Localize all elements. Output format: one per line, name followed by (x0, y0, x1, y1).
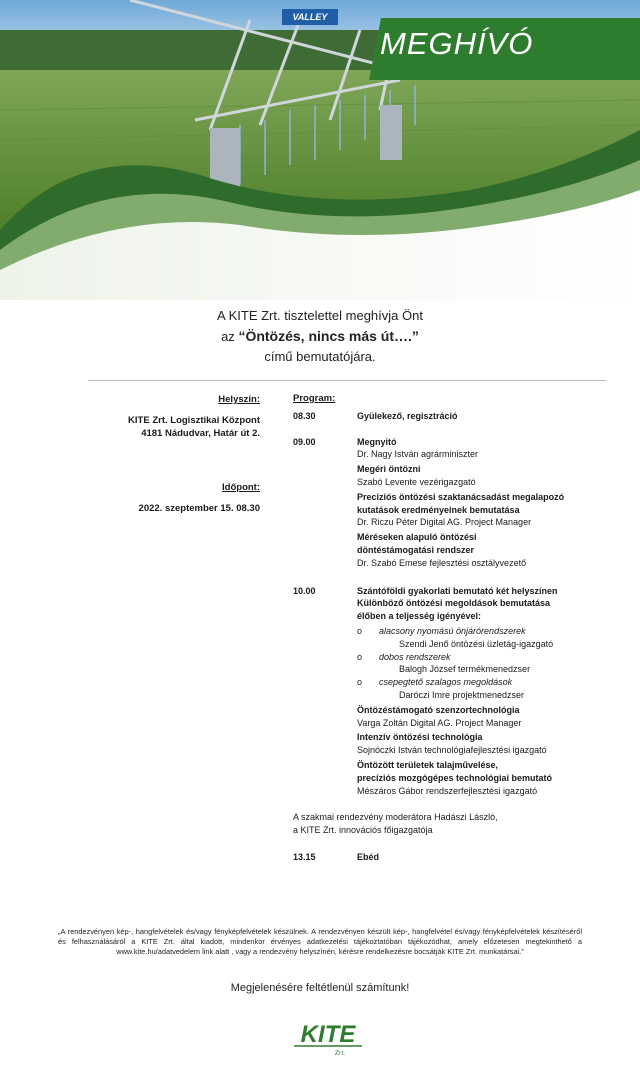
speaker: Dr. Riczu Péter Digital AG. Project Manager (357, 517, 532, 528)
bullet-icon: o (357, 625, 363, 636)
speaker: Sojnóczki István technológiafejlesztési igazgató (357, 745, 547, 756)
list-item-title: dobos rendszerek (379, 651, 451, 662)
valley-logo: VALLEY (282, 9, 338, 25)
program-heading: Program: (293, 393, 336, 404)
event-date: 2022. szeptember 15. 08.30 (138, 503, 260, 514)
venue-heading: Helyszín: (218, 394, 260, 405)
program-title: Méréseken alapuló öntözési (357, 532, 477, 543)
intro-line-2 (0, 326, 640, 347)
program-title: Precíziós öntözési szaktanácsadást megalapozó (357, 491, 565, 502)
speaker: Dr. Nagy István agrárminiszter (357, 449, 479, 460)
program-title: Gyülekező, regisztráció (357, 410, 458, 421)
intro-line-3: című bemutatójára. (264, 349, 376, 364)
program-title: Intenzív öntözési technológia (357, 732, 483, 743)
program-time: 09.00 (293, 436, 316, 447)
program-title: precíziós mozgógépes technológiai bemutató (357, 772, 553, 783)
program-title: Ebéd (357, 851, 380, 862)
bullet-icon: o (357, 677, 363, 688)
speaker: Szendi Jenő öntözési üzletág-igazgató (399, 638, 554, 649)
privacy-notice: „A rendezvényen kép-, hangfelvételek és/vagy fényképfelvételek készülnek. A rendezvényen készült kép-, hangfelvétel és/vagy fényképfelvételek készítéséről és felhasználásáról a KITE Zrt. által kiadott, mindenkor érvényes adatkezelési tájékoztatóban tájékozódhat, amely előzetesen megtekinthető a www.kite.hu/adatvedelem link alatt , vagy a rendezvény helyszínén, kérésre rendelkezésre bocsátják KITE Zrt. munkatársai.” (58, 927, 582, 956)
program-item (293, 436, 623, 570)
program-title: Megéri öntözni (357, 464, 421, 475)
program-block (293, 393, 623, 864)
program-item (293, 410, 623, 423)
speaker: Szabó Levente vezérigazgató (357, 476, 476, 487)
bullet-icon: o (357, 651, 363, 662)
program-title: Megnyitó (357, 436, 397, 447)
speaker: Varga Zoltán Digital AG. Project Manager (357, 717, 522, 728)
program-title: élőben a teljesség igényével: (357, 611, 482, 622)
speaker: Balogh József termékmenedzser (399, 664, 531, 675)
venue-line-2: 4181 Nádudvar, Határ út 2. (141, 428, 260, 439)
list-item (357, 651, 623, 664)
moderator-line-2: a KITE Zrt. innovációs főigazgatója (293, 825, 433, 836)
program-time: 13.15 (293, 851, 316, 862)
closing-line: Megjelenésére feltétlenül számítunk! (230, 982, 410, 994)
list-item (357, 676, 623, 689)
event-title: “Öntözés, nincs más út….” (238, 328, 419, 344)
list-item-title: alacsony nyomású önjárórendszerek (379, 625, 526, 636)
badge-title: MEGHÍVÓ (380, 26, 534, 61)
kite-logo-sub: Zrt. (334, 1049, 346, 1057)
date-heading: Időpont: (222, 482, 260, 493)
program-item (293, 585, 623, 798)
intro-prefix: az (221, 329, 235, 344)
list-item-title: csepegtető szalagos megoldások (379, 677, 513, 688)
kite-logo (288, 1018, 368, 1058)
speaker: Daróczi Imre projektmenedzser (399, 689, 525, 700)
venue-block (80, 393, 260, 515)
program-title: kutatások eredményeinek bemutatása (357, 504, 520, 515)
program-title: Szántóföldi gyakorlati bemutató két helyszínen (357, 585, 558, 596)
program-title: döntéstámogatási rendszer (357, 544, 475, 555)
speaker: Mészáros Gábor rendszerfejlesztési igazgató (357, 785, 538, 796)
speaker: Dr. Szabó Emese fejlesztési osztályvezető (357, 557, 527, 568)
program-time: 08.30 (293, 410, 316, 421)
list-item (357, 625, 623, 638)
program-time: 10.00 (293, 585, 316, 596)
program-title: Öntözéstámogató szenzortechnológia (357, 704, 520, 715)
program-item (293, 851, 623, 864)
invitation-intro (0, 306, 640, 367)
program-title: Különböző öntözési megoldások bemutatása (357, 598, 551, 609)
venue-line-1: KITE Zrt. Logisztikai Központ (128, 415, 260, 426)
kite-logo-text: KITE (300, 1021, 356, 1048)
divider (88, 380, 606, 381)
intro-line-1: A KITE Zrt. tisztelettel meghívja Önt (217, 308, 423, 323)
moderator-line-1: A szakmai rendezvény moderátora Hadászi László, (293, 812, 498, 823)
program-title: Öntözött területek talajművelése, (357, 759, 499, 770)
